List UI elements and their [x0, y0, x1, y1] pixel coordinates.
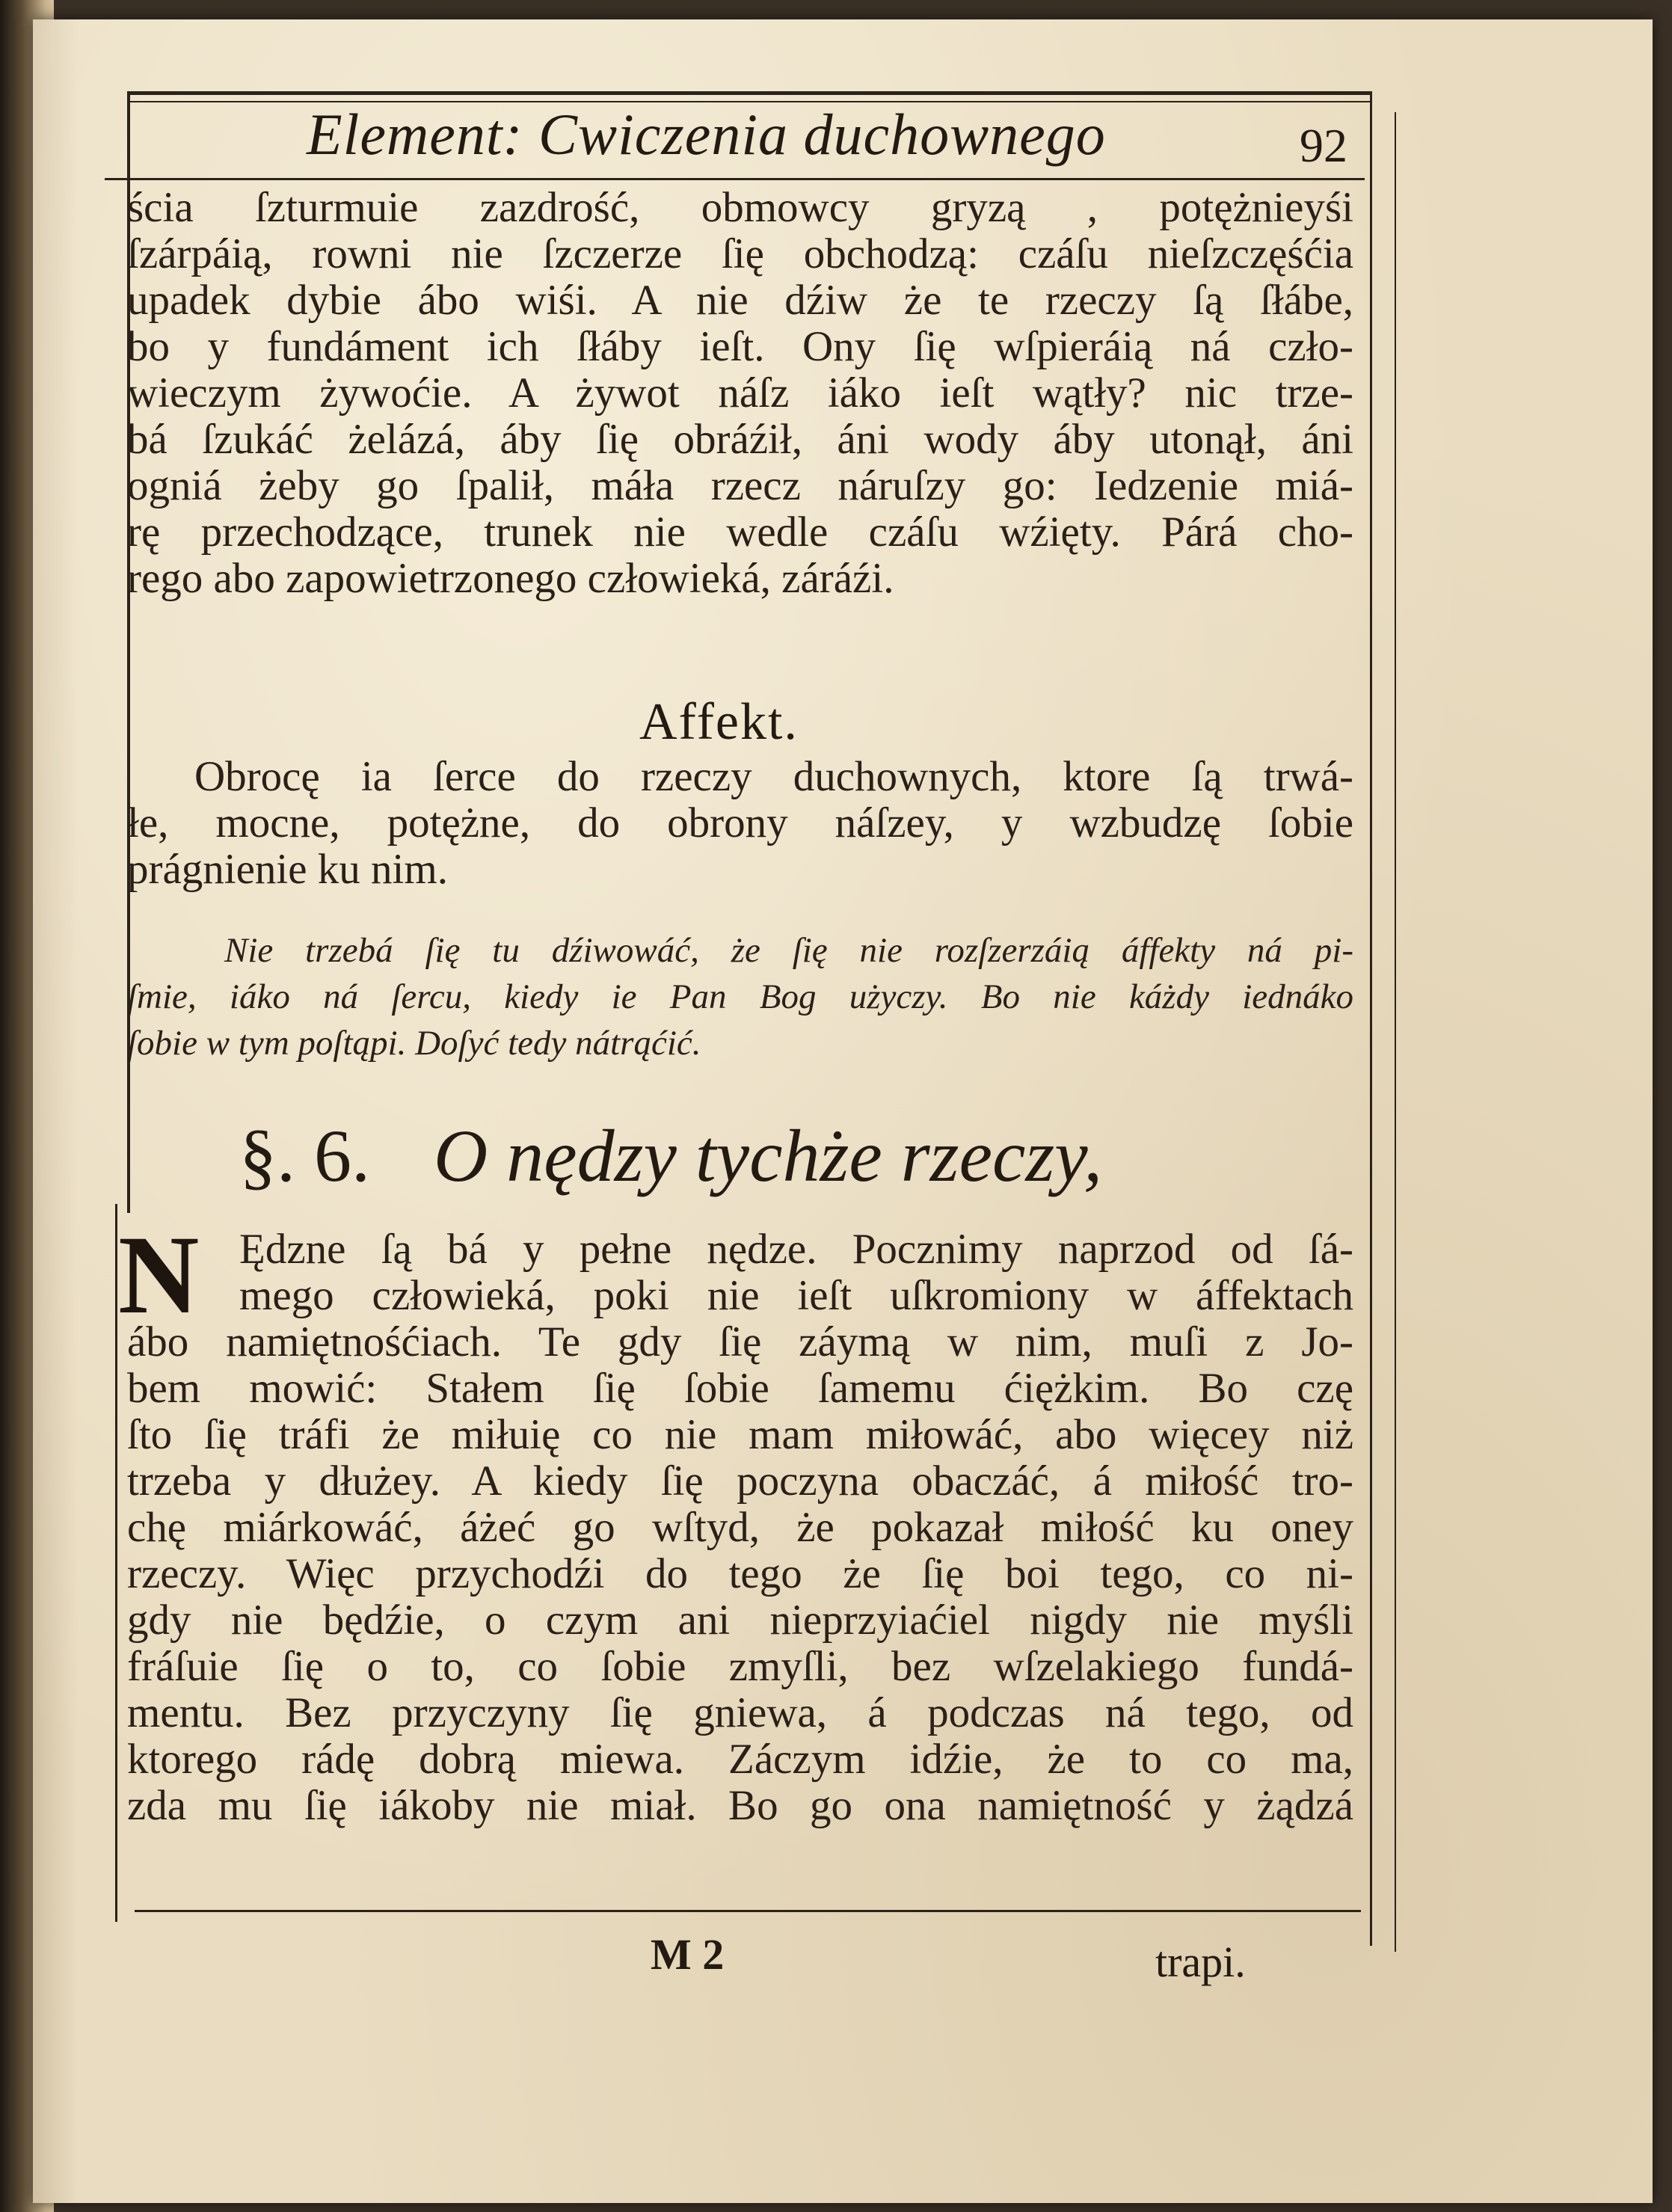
running-head-title: Element: Cwiczenia duchownego — [307, 102, 1106, 167]
text-line: Nie trzebá ſię tu dźiwowáć, że ſię nie rozſzerzáią áffekty ná pi- — [224, 931, 1353, 970]
text-line: ſobie w tym poſtąpi. Doſyć tedy nátrąćić. — [127, 1024, 701, 1063]
text-line: upadek dybie ábo wiśi. A nie dźiw że te rzeczy ſą ſłábe, — [127, 277, 1353, 324]
text-line: ſto ſię tráfi że miłuię co nie mam miłowáć, abo więcey niż — [127, 1411, 1353, 1458]
text-line: rego abo zapowietrzonego człowieká, záráźi. — [127, 555, 894, 602]
section-mark: §. 6. — [239, 1114, 370, 1197]
frame-rule-left-lower — [115, 1204, 117, 1922]
text-line: łe, mocne, potężne, do obrony náſzey, y wzbudzę ſobie — [127, 799, 1353, 847]
paragraph-3-italic — [127, 927, 1353, 1066]
text-line: prágnienie ku nim. — [127, 846, 448, 893]
text-line: rzeczy. Więc przychodźi do tego że ſię boi tego, co ni- — [127, 1550, 1353, 1597]
text-line: gdy nie będźie, o czym ani nieprzyiaćiel nigdy nie myśli — [127, 1597, 1353, 1644]
text-line: ábo namiętnośćiach. Te gdy ſię záymą w nim, muſi z Jo- — [127, 1318, 1353, 1365]
text-line: wieczym żywoćie. A żywot náſz iáko ieſt wątły? nic trze- — [127, 369, 1353, 417]
text-line: ktorego rádę dobrą miewa. Záczym idźie, że to co ma, — [127, 1736, 1353, 1783]
page-number: 92 — [1300, 119, 1347, 172]
header-rule — [105, 178, 1365, 180]
signature-mark: M 2 — [651, 1930, 725, 1979]
text-line: trzeba y dłużey. A kiedy ſię poczyna obaczáć, á miłość tro- — [127, 1457, 1353, 1505]
text-line: ogniá żeby go ſpalił, máła rzecz náruſzy go: Iedzenie miá- — [127, 462, 1353, 509]
drop-cap: N — [118, 1213, 200, 1337]
paragraph-1 — [127, 185, 1353, 602]
text-line: Obrocę ia ſerce do rzeczy duchownych, ktore ſą trwá- — [194, 753, 1353, 800]
section-heading — [239, 1113, 1301, 1199]
paragraph-2 — [127, 754, 1353, 893]
text-line: mentu. Bez przyczyny ſię gniewa, á podczas ná tego, od — [127, 1689, 1353, 1736]
frame-rule-right-outer — [1395, 112, 1396, 1952]
text-line: ſmie, iáko ná ſercu, kiedy ie Pan Bog użyczy. Bo nie káżdy iednáko — [127, 977, 1353, 1016]
frame-rule-bottom — [135, 1910, 1361, 1912]
text-line: bo y fundáment ich ſłáby ieſt. Ony ſię wſpieráią ná czło- — [127, 323, 1353, 370]
paragraph-4 — [127, 1226, 1353, 1829]
text-line: ścia ſzturmuie zazdrość, obmowcy gryzą , potężnieyśi — [127, 184, 1353, 231]
text-line: bem mowić: Stałem ſię ſobie ſamemu ćiężkim. Bo czę — [127, 1365, 1353, 1412]
catchword: trapi. — [1155, 1938, 1246, 1986]
section-title: O nędzy tychże rzeczy, — [434, 1114, 1103, 1197]
frame-rule-right — [1370, 91, 1372, 1946]
text-line: rę przechodzące, trunek nie wedle czáſu wźięty. Párá cho- — [127, 509, 1353, 556]
text-line: ſzárpáią, rowni nie ſzczerze ſię obchodzą: czáſu nieſzczęśćia — [127, 230, 1353, 277]
affekt-heading: Affekt. — [639, 693, 799, 751]
text-line: chę miárkowáć, áżeć go wſtyd, że pokazał miłość ku oney — [127, 1504, 1353, 1551]
text-line: mego człowieká, poki nie ieſt uſkromiony w áffektach — [239, 1272, 1353, 1319]
text-line: zda mu ſię iákoby nie miał. Bo go ona namiętność y żądzá — [127, 1782, 1353, 1829]
frame-rule-top — [127, 91, 1370, 95]
text-line: bá ſzukáć żelázá, áby ſię obráźił, áni wody áby utonął, áni — [127, 416, 1353, 463]
text-line: Ędzne ſą bá y pełne nędze. Pocznimy naprzod od ſá- — [239, 1226, 1353, 1273]
text-line: fráſuie ſię o to, co ſobie zmyſli, bez wſzelakiego fundá- — [127, 1643, 1353, 1690]
